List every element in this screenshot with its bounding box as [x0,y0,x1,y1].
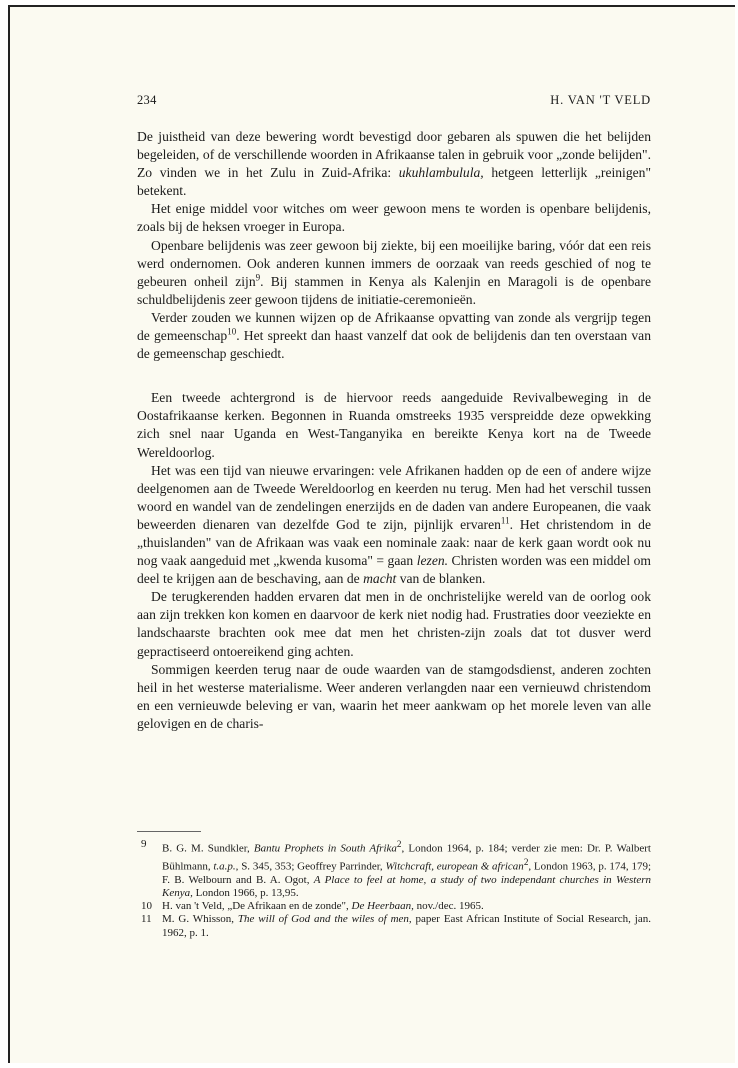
paragraph: Het enige middel voor witches om weer gewoon mens te worden is openbare belijdenis, zoals bij de heksen vroeger in Europa. [137,201,651,235]
footnote-divider [137,831,201,832]
footnotes [137,838,651,940]
footnote-ref[interactable]: 10 [227,326,237,337]
page-number: 234 [137,93,157,107]
paragraph: Openbare belijdenis was zeer gewoon bij ziekte, bij een moeilijke baring, vóór dat een reis werd ondernomen. Ook anderen kunnen immers de oorzaak van reeds geschied of nog te gebeuren onheil zijn$^9$. Bij stammen in Kenya als Kalenjin en Maragoli is de openbare schuldbelijdenis zeer gewoon tijdens de initiatie-ceremonieën. [137,237,651,307]
footnote-number: 11 [141,913,152,926]
paragraph: Een tweede achtergrond is de hiervoor reeds aangeduide Revivalbeweging in de Oostafrikaanse kerken. Begonnen in Ruanda omstreeks 1935 verspreidde deze opwekking zich snel naar Uganda en West-Tanganyika en bereikte Kenya kort na de Tweede Wereldoorlog. [137,390,651,460]
paragraph: De juistheid van deze bewering wordt bevestigd door gebaren als spuwen die het belijden begeleiden, of de verschillende woorden in Afrikaanse talen in gebruik voor „zonde belijden". Zo vinden we in het Zulu in Zuid-Afrika: ukuhlambulula, hetgeen letterlijk „reinigen" betekent. [137,129,651,199]
footnote: 11 M. G. Whisson, The will of God and the wiles of men, paper East African Institute of Social Research, jan. 1962, p. 1. [141,913,651,939]
paragraph: De terugkerenden hadden ervaren dat men in de onchristelijke wereld van de oorlog ook aan zijn trekken kon komen en daarvoor de kerk niet nodig had. Frustraties door veeziekte en landschaarste brachten ook mee dat men het christen-zijn zoals dat tot dusver werd gepractiseerd ontoereikend ging achten. [137,589,651,659]
body-text [137,128,651,733]
footnote-number: 9 [141,838,147,850]
paragraph: Sommigen keerden terug naar de oude waarden van de stamgodsdienst, anderen zochten heil in het westerse materialisme. Weer anderen verlangden naar een vernieuwd christendom en een vernieuwde beleving er van, waarin het meer aankwam op het morele leven van alle gelovigen en de charis- [137,661,651,731]
paragraph: Verder zouden we kunnen wijzen op de Afrikaanse opvatting van zonde als vergrijp tegen de gemeenschap$^{10}$. Het spreekt dan haast vanzelf dat ook de belijdenis dan ten overstaan van de gemeenschap geschiedt. [137,309,651,362]
paragraph: Het was een tijd van nieuwe ervaringen: vele Afrikanen hadden op de een of andere wijze deelgenomen aan de Tweede Wereldoorlog en keerden nu terug. Men had het verschil tussen woord en wandel van de zendelingen enerzijds en de daden van andere Europeanen, die vaak beweerden dienaren van dezelfde God te zijn, pijnlijk ervaren$^{11}$. Het christendom in de „thuislanden" van de Afrikaan was vaak een nominale zaak: naar de kerk gaan wordt ook nu nog vaak aangeduid met „kwenda kusoma" = gaan lezen. Christen worden was een middel om deel te krijgen aan de beschaving, aan de macht van de blanken. [137,462,651,587]
footnote-ref[interactable]: 11 [500,515,510,526]
footnote: 9 B. G. M. Sundkler, Bantu Prophets in South Afrika$^2$, London 1964, p. 184; verder zie men: Dr. P. Walbert Bühlmann, t.a.p., S. 345, 353; Geoffrey Parrinder, Witchcraft, european & african$^2$, London 1963, p. 174, 179; F. B. Welbourn and B. A. Ogot, A Place to feel at home, a study of two independant churches in Western Kenya, London 1966, p. 13,95. [141,838,652,899]
footnote-ref[interactable]: 9 [255,272,261,283]
running-head: H. VAN 'T VELD [550,93,651,107]
footnote: 10 H. van 't Veld, „De Afrikaan en de zonde", De Heerbaan, nov./dec. 1965. [141,900,484,913]
footnote-number: 10 [141,900,152,913]
